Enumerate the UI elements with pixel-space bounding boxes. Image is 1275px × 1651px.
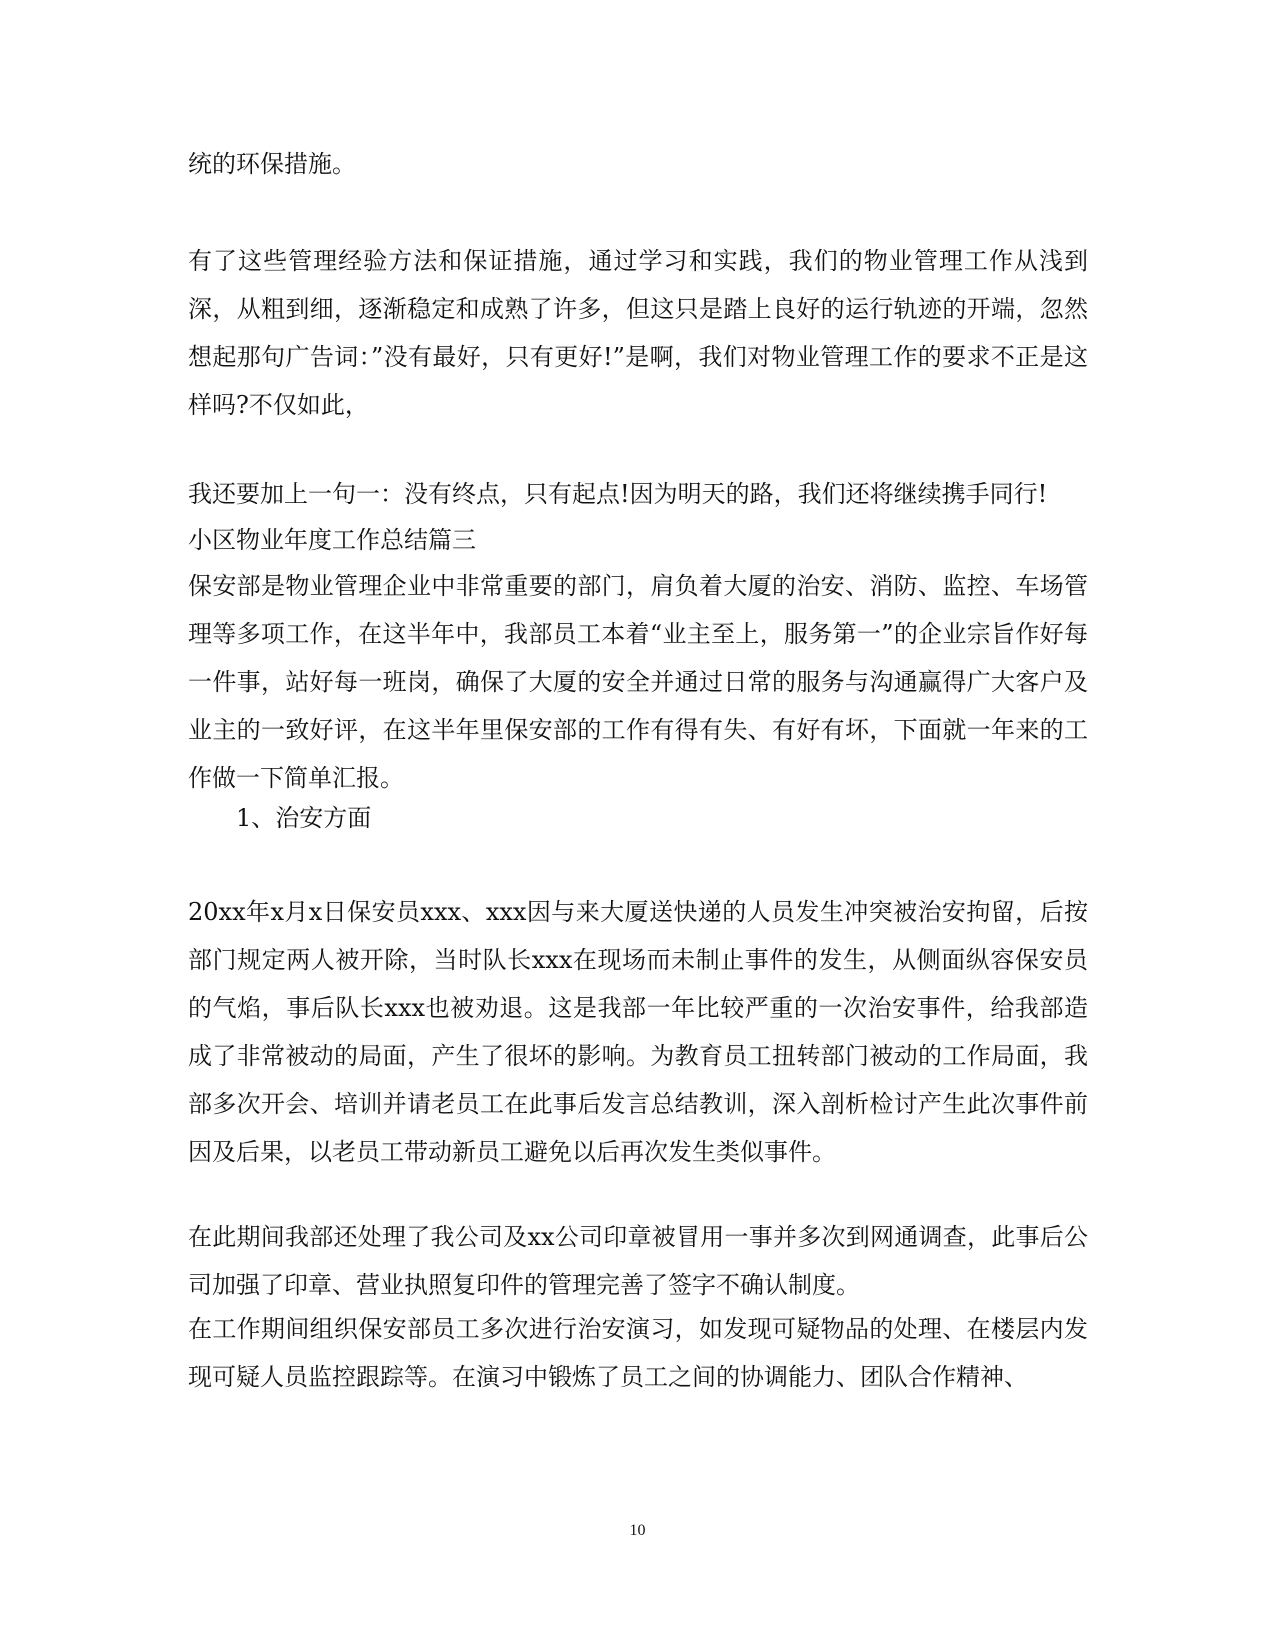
paragraph-env-measures: 统的环保措施。	[188, 150, 356, 178]
paragraph-no-end-point: 我还要加上一句一：没有终点，只有起点!因为明天的路，我们还将继续携手同行!	[188, 480, 1048, 508]
paragraph-incident-report: 20xx年x月x日保安员xxx、xxx因与来大厦送快递的人员发生冲突被治安拘留，后按部门规定两人被开除，当时队长xxx在现场而未制止事件的发生，从侧面纵容保安员的气焰，事后队长xxx也被劝退。这是我部一年比较严重的一次治安事件，给我部造成了非常被动的局面，产生了很坏的影响。为教育员工扭转部门被动的工作局面，我部多次开会、培训并请老员工在此事后发言总结教训，深入剖析检讨产生此次事件前因及后果，以老员工带动新员工避免以后再次发生类似事件。	[188, 898, 1088, 1166]
page-number: 10	[629, 1522, 646, 1539]
paragraph-security-department: 保安部是物业管理企业中非常重要的部门，肩负着大厦的治安、消防、监控、车场管理等多项工作，在这半年中，我部员工本着“业主至上，服务第一”的企业宗旨作好每一件事，站好每一班岗，确保了大厦的安全并通过日常的服务与沟通赢得广大客户及业主的一致好评，在这半年里保安部的工作有得有失、有好有坏，下面就一年来的工作做一下简单汇报。	[188, 572, 1088, 792]
section-heading: 小区物业年度工作总结篇三	[188, 526, 476, 554]
paragraph-management-experience: 有了这些管理经验方法和保证措施，通过学习和实践，我们的物业管理工作从浅到深，从粗到细，逐渐稳定和成熟了许多，但这只是踏上良好的运行轨迹的开端，忽然想起那句广告词：”没有最好，只有更好!”是啊，我们对物业管理工作的要求不正是这样吗?不仅如此，	[188, 247, 1088, 419]
subsection-heading-public-security: 1、治安方面	[236, 804, 372, 832]
paragraph-security-drills: 在工作期间组织保安部员工多次进行治安演习，如发现可疑物品的处理、在楼层内发现可疑人员监控跟踪等。在演习中锻炼了员工之间的协调能力、团队合作精神、	[188, 1315, 1088, 1391]
paragraph-seal-misuse: 在此期间我部还处理了我公司及xx公司印章被冒用一事并多次到网通调查，此事后公司加强了印章、营业执照复印件的管理完善了签字不确认制度。	[188, 1223, 1088, 1299]
